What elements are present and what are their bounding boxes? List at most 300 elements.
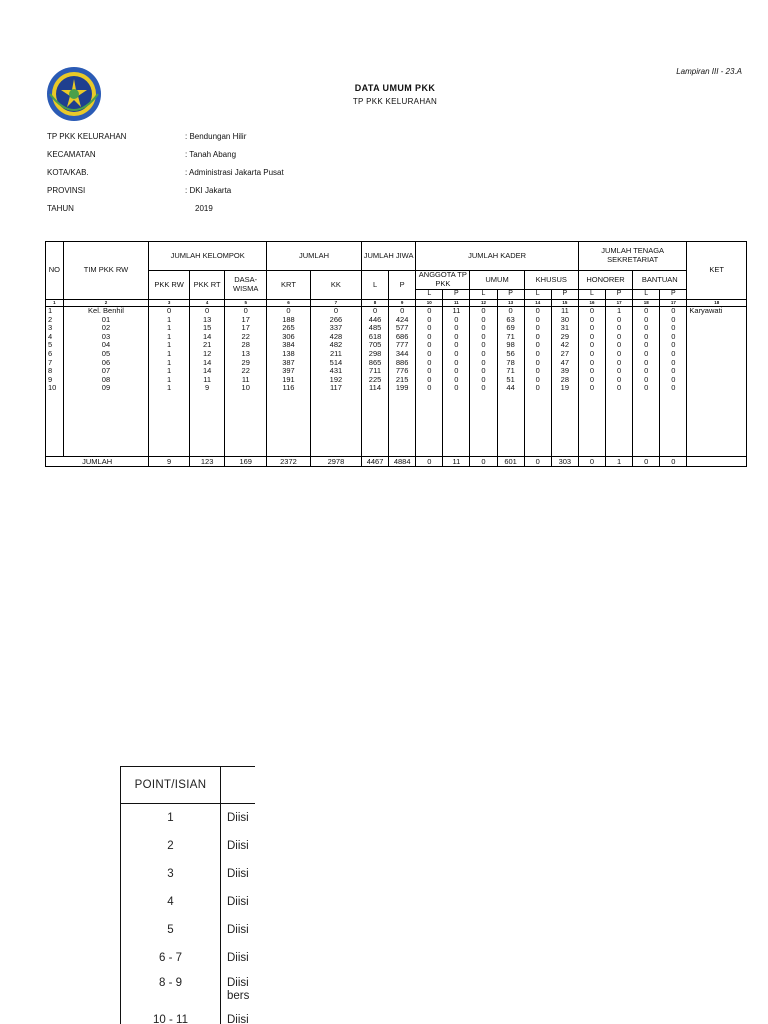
info-value: : Bendungan Hilir (185, 132, 247, 141)
table-cell: 384 (267, 341, 311, 350)
table-cell: 1 (149, 359, 190, 368)
table-cell: 0 (416, 384, 443, 393)
col-header-l: L (524, 290, 551, 300)
table-cell: 225 (361, 376, 388, 385)
table-cell: 11 (189, 376, 224, 385)
column-index: 15 (551, 300, 578, 307)
table-cell: 886 (389, 359, 416, 368)
table-cell: 0 (633, 341, 660, 350)
total-ket (687, 456, 747, 466)
table-cell: 0 (416, 333, 443, 342)
table-cell: 28 (551, 376, 578, 385)
col-header-pkkrw: PKK RW (149, 271, 190, 300)
table-cell: 0 (633, 307, 660, 316)
table-cell: 397 (267, 367, 311, 376)
col-header-p: P (551, 290, 578, 300)
table-cell: 0 (470, 376, 497, 385)
column-index: 9 (389, 300, 416, 307)
document-title: DATA UMUM PKK (354, 83, 436, 93)
table-cell: 686 (389, 333, 416, 342)
table-cell: 0 (443, 324, 470, 333)
table-cell: 69 (497, 324, 524, 333)
table-cell: 1 (149, 324, 190, 333)
table-cell: 265 (267, 324, 311, 333)
table-cell: 0 (578, 376, 605, 385)
table-cell: 337 (310, 324, 361, 333)
total-cell: 4884 (389, 456, 416, 466)
guide-row (121, 888, 256, 916)
table-cell: 0 (606, 324, 633, 333)
col-header-tenaga: JUMLAH TENAGA SEKRETARIAT (578, 242, 686, 271)
column-index: 4 (189, 300, 224, 307)
info-row-kota (47, 168, 284, 186)
blank-cell (470, 393, 497, 457)
guide-row (121, 1006, 256, 1024)
guide-desc (221, 860, 256, 888)
blank-cell (443, 393, 470, 457)
table-cell: 0 (633, 316, 660, 325)
table-cell: 0 (416, 316, 443, 325)
table-cell: 0 (416, 367, 443, 376)
guide-point: 3 (121, 860, 221, 888)
table-cell: 0 (470, 324, 497, 333)
column-index: 11 (443, 300, 470, 307)
table-cell: 22 (225, 333, 267, 342)
col-header-khusus: KHUSUS (524, 271, 578, 290)
table-cell: 1 (149, 316, 190, 325)
table-body (46, 307, 747, 457)
row-number: 7 (46, 359, 64, 368)
table-cell: 0 (578, 350, 605, 359)
total-cell: 169 (225, 456, 267, 466)
blank-cell (497, 393, 524, 457)
table-cell: 10 (225, 384, 267, 393)
col-header-jiwa-p: P (389, 271, 416, 300)
table-cell: 211 (310, 350, 361, 359)
table-cell: 0 (470, 341, 497, 350)
col-header-p: P (443, 290, 470, 300)
col-header-anggota: ANGGOTA TP PKK (416, 271, 470, 290)
guide-row (121, 804, 256, 833)
column-index: 17 (660, 300, 687, 307)
col-header-dasawisma: DASA-WISMA (225, 271, 267, 300)
row-number: 5 (46, 341, 64, 350)
info-label: TAHUN (47, 204, 74, 213)
table-cell: 0 (416, 307, 443, 316)
guide-point: 1 (121, 804, 221, 833)
table-cell: 39 (551, 367, 578, 376)
row-tim: 08 (63, 376, 149, 385)
blank-cell (660, 393, 687, 457)
row-number: 2 (46, 316, 64, 325)
column-index: 2 (63, 300, 149, 307)
table-cell: 0 (606, 384, 633, 393)
total-label: JUMLAH (46, 456, 149, 466)
blank-cell (189, 393, 224, 457)
table-cell: 1 (149, 376, 190, 385)
table-cell: 0 (361, 307, 388, 316)
table-cell: 14 (189, 367, 224, 376)
row-tim: 03 (63, 333, 149, 342)
blank-cell (551, 393, 578, 457)
table-cell: 11 (551, 307, 578, 316)
table-cell: 0 (578, 316, 605, 325)
table-cell: 30 (551, 316, 578, 325)
table-cell: 428 (310, 333, 361, 342)
table-cell: 0 (606, 341, 633, 350)
table-cell: 777 (389, 341, 416, 350)
guide-desc-line: Diisi (227, 1014, 249, 1024)
table-cell: 0 (660, 324, 687, 333)
table-cell: 47 (551, 359, 578, 368)
table-row (46, 384, 747, 393)
guide-point: 5 (121, 916, 221, 944)
info-label: KECAMATAN (47, 150, 96, 159)
table-cell: 266 (310, 316, 361, 325)
table-cell: 482 (310, 341, 361, 350)
column-index: 7 (310, 300, 361, 307)
column-index: 17 (606, 300, 633, 307)
table-cell: 0 (660, 384, 687, 393)
blank-cell (578, 393, 605, 457)
guide-desc (221, 804, 256, 833)
table-cell: 298 (361, 350, 388, 359)
row-number: 10 (46, 384, 64, 393)
table-cell: 0 (310, 307, 361, 316)
total-cell: 0 (633, 456, 660, 466)
table-cell: 0 (660, 341, 687, 350)
table-cell: 0 (606, 367, 633, 376)
blank-cell (416, 393, 443, 457)
table-cell: 17 (225, 324, 267, 333)
total-cell: 601 (497, 456, 524, 466)
table-cell: 11 (443, 307, 470, 316)
table-cell: 71 (497, 333, 524, 342)
table-cell: 22 (225, 367, 267, 376)
info-row-kecamatan (47, 150, 284, 168)
col-header-l: L (633, 290, 660, 300)
table-cell: 98 (497, 341, 524, 350)
total-cell: 0 (660, 456, 687, 466)
table-cell: 199 (389, 384, 416, 393)
table-cell: 78 (497, 359, 524, 368)
row-number: 9 (46, 376, 64, 385)
column-index: 12 (470, 300, 497, 307)
table-cell: 0 (524, 324, 551, 333)
row-ket (687, 384, 747, 393)
table-cell: 0 (524, 367, 551, 376)
data-umum-table (45, 241, 747, 467)
blank-cell (46, 393, 64, 457)
row-tim: 02 (63, 324, 149, 333)
guide-desc-line: Diisi (227, 868, 249, 880)
guide-desc-line: Diisi (227, 924, 249, 936)
blank-cell (149, 393, 190, 457)
column-index: 13 (497, 300, 524, 307)
table-cell: 1 (606, 307, 633, 316)
guide-desc-line: Diisi (227, 952, 249, 964)
total-cell: 11 (443, 456, 470, 466)
table-cell: 1 (149, 350, 190, 359)
table-cell: 0 (443, 316, 470, 325)
table-cell: 0 (443, 384, 470, 393)
total-cell: 123 (189, 456, 224, 466)
column-index: 14 (524, 300, 551, 307)
table-cell: 0 (524, 384, 551, 393)
row-number: 4 (46, 333, 64, 342)
col-header-pkkrt: PKK RT (189, 271, 224, 300)
table-cell: 0 (225, 307, 267, 316)
table-cell: 0 (578, 307, 605, 316)
guide-row (121, 832, 256, 860)
table-cell: 17 (225, 316, 267, 325)
table-cell: 0 (524, 350, 551, 359)
blank-cell (633, 393, 660, 457)
col-header-umum: UMUM (470, 271, 524, 290)
table-cell: 0 (524, 341, 551, 350)
col-header-l: L (578, 290, 605, 300)
column-index: 3 (149, 300, 190, 307)
table-cell: 0 (660, 333, 687, 342)
table-cell: 0 (633, 359, 660, 368)
table-cell: 0 (416, 359, 443, 368)
guide-desc-line: Diisi (227, 840, 249, 852)
total-cell: 0 (416, 456, 443, 466)
table-cell: 0 (633, 384, 660, 393)
blank-cell (606, 393, 633, 457)
table-cell: 776 (389, 367, 416, 376)
table-cell: 42 (551, 341, 578, 350)
info-value: : Administrasi Jakarta Pusat (185, 168, 284, 177)
total-cell: 4467 (361, 456, 388, 466)
table-cell: 0 (443, 350, 470, 359)
guide-point: 8 - 9 (121, 972, 221, 1006)
column-index: 18 (687, 300, 747, 307)
table-cell: 188 (267, 316, 311, 325)
column-index: 10 (416, 300, 443, 307)
column-index: 1 (46, 300, 64, 307)
column-index: 18 (633, 300, 660, 307)
total-cell: 0 (578, 456, 605, 466)
total-cell: 0 (470, 456, 497, 466)
table-cell: 485 (361, 324, 388, 333)
table-cell: 44 (497, 384, 524, 393)
info-row-provinsi (47, 186, 284, 204)
table-cell: 0 (606, 376, 633, 385)
table-cell: 0 (633, 376, 660, 385)
table-cell: 15 (189, 324, 224, 333)
row-tim: 06 (63, 359, 149, 368)
total-cell: 0 (524, 456, 551, 466)
guide-body (121, 804, 256, 1024)
table-cell: 618 (361, 333, 388, 342)
table-cell: 0 (578, 384, 605, 393)
table-cell: 0 (660, 367, 687, 376)
info-value: 2019 (195, 204, 213, 213)
table-cell: 1 (149, 384, 190, 393)
table-cell: 0 (470, 367, 497, 376)
col-header-tim: TIM PKK RW (63, 242, 149, 300)
table-cell: 0 (470, 316, 497, 325)
table-cell: 1 (149, 341, 190, 350)
table-cell: 0 (416, 350, 443, 359)
row-tim: 09 (63, 384, 149, 393)
table-cell: 0 (578, 367, 605, 376)
table-cell: 14 (189, 333, 224, 342)
blank-cell (267, 393, 311, 457)
table-cell: 514 (310, 359, 361, 368)
table-cell: 117 (310, 384, 361, 393)
row-ket (687, 341, 747, 350)
info-value: : DKI Jakarta (185, 186, 232, 195)
table-cell: 0 (416, 376, 443, 385)
table-cell: 14 (189, 359, 224, 368)
row-tim: 04 (63, 341, 149, 350)
table-cell: 63 (497, 316, 524, 325)
table-cell: 13 (189, 316, 224, 325)
table-cell: 0 (389, 307, 416, 316)
col-header-l: L (416, 290, 443, 300)
guide-header-point: POINT/ISIAN (121, 767, 221, 804)
blank-cell (361, 393, 388, 457)
table-cell: 0 (470, 359, 497, 368)
table-cell: 0 (578, 359, 605, 368)
table-cell: 191 (267, 376, 311, 385)
col-header-p: P (497, 290, 524, 300)
total-cell: 1 (606, 456, 633, 466)
guide-desc (221, 972, 256, 1006)
table-cell: 0 (470, 333, 497, 342)
guide-desc (221, 832, 256, 860)
table-cell: 387 (267, 359, 311, 368)
row-tim: 05 (63, 350, 149, 359)
col-header-bantuan: BANTUAN (633, 271, 687, 290)
table-cell: 0 (443, 333, 470, 342)
table-cell: 71 (497, 367, 524, 376)
guide-desc (221, 1006, 256, 1024)
guide-desc (221, 944, 256, 972)
info-label: TP PKK KELURAHAN (47, 132, 127, 141)
guide-desc-line: Diisi (227, 812, 249, 824)
table-cell: 29 (225, 359, 267, 368)
table-cell: 0 (267, 307, 311, 316)
blank-cell (310, 393, 361, 457)
total-cell: 2372 (267, 456, 311, 466)
guidance-table-crop (120, 766, 255, 1024)
table-cell: 0 (524, 333, 551, 342)
info-label: PROVINSI (47, 186, 86, 195)
blank-cell (524, 393, 551, 457)
table-cell: 0 (606, 333, 633, 342)
table-cell: 0 (524, 359, 551, 368)
table-cell: 0 (443, 359, 470, 368)
table-cell: 865 (361, 359, 388, 368)
col-header-l: L (470, 290, 497, 300)
guide-row (121, 916, 256, 944)
table-cell: 0 (443, 341, 470, 350)
table-cell: 0 (660, 350, 687, 359)
document-subtitle: TP PKK KELURAHAN (352, 97, 438, 106)
table-cell: 0 (416, 341, 443, 350)
blank-cell (225, 393, 267, 457)
info-label: KOTA/KAB. (47, 168, 89, 177)
table-cell: 0 (660, 316, 687, 325)
info-row-tahun (47, 204, 284, 222)
blank-cell (63, 393, 149, 457)
guide-desc-line: Diisi (227, 896, 249, 908)
guide-desc (221, 888, 256, 916)
guide-point: 2 (121, 832, 221, 860)
table-cell: 0 (443, 376, 470, 385)
row-tim: 07 (63, 367, 149, 376)
table-cell: 306 (267, 333, 311, 342)
table-cell: 344 (389, 350, 416, 359)
table-cell: 0 (660, 307, 687, 316)
table-cell: 0 (606, 359, 633, 368)
table-cell: 0 (660, 359, 687, 368)
col-header-ket: KET (687, 242, 747, 300)
table-cell: 0 (633, 324, 660, 333)
info-row-kelurahan (47, 132, 284, 150)
table-cell: 13 (225, 350, 267, 359)
column-index: 16 (578, 300, 605, 307)
table-cell: 138 (267, 350, 311, 359)
row-ket (687, 359, 747, 368)
pkk-logo (46, 66, 102, 122)
total-row (46, 456, 747, 466)
total-cell: 2978 (310, 456, 361, 466)
table-cell: 0 (524, 316, 551, 325)
table-cell: 0 (606, 350, 633, 359)
table-cell: 577 (389, 324, 416, 333)
table-cell: 0 (633, 333, 660, 342)
table-cell: 51 (497, 376, 524, 385)
table-cell: 0 (578, 324, 605, 333)
table-cell: 11 (225, 376, 267, 385)
row-number: 8 (46, 367, 64, 376)
table-cell: 0 (470, 307, 497, 316)
lampiran-label: Lampiran III - 23.A (676, 67, 742, 76)
table-cell: 0 (578, 333, 605, 342)
table-cell: 215 (389, 376, 416, 385)
row-number: 6 (46, 350, 64, 359)
table-cell: 0 (189, 307, 224, 316)
guide-desc (221, 916, 256, 944)
table-cell: 0 (578, 341, 605, 350)
table-cell: 116 (267, 384, 311, 393)
guide-desc-line: Diisi (227, 977, 249, 989)
col-header-honorer: HONORER (578, 271, 632, 290)
blank-cell (389, 393, 416, 457)
table-cell: 19 (551, 384, 578, 393)
row-ket (687, 333, 747, 342)
identity-block (47, 132, 284, 222)
guide-point: 6 - 7 (121, 944, 221, 972)
table-cell: 1 (149, 333, 190, 342)
table-cell: 0 (660, 376, 687, 385)
table-cell: 21 (189, 341, 224, 350)
table-cell: 31 (551, 324, 578, 333)
row-tim: 01 (63, 316, 149, 325)
table-cell: 1 (149, 367, 190, 376)
col-header-kk: KK (310, 271, 361, 300)
col-header-krt: KRT (267, 271, 311, 300)
column-index: 5 (225, 300, 267, 307)
table-cell: 431 (310, 367, 361, 376)
info-value: : Tanah Abang (185, 150, 237, 159)
table-cell: 0 (416, 324, 443, 333)
table-cell: 446 (361, 316, 388, 325)
